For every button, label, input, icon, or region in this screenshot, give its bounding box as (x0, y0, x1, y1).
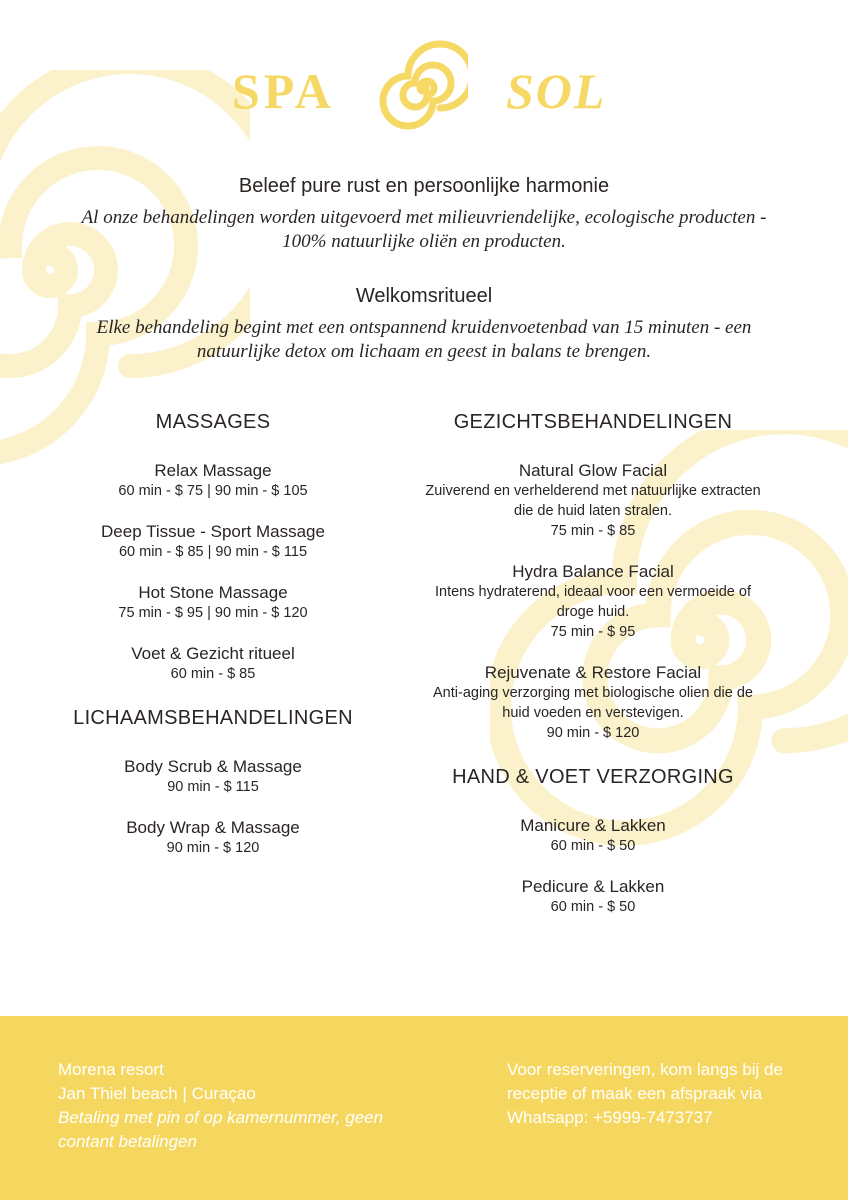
body-treatments-heading: LICHAAMSBEHANDELINGEN (73, 707, 353, 729)
intro-title: Beleef pure rust en persoonlijke harmonie (238, 175, 610, 197)
brand-name-left: SPA (232, 63, 335, 119)
menu-column-right (418, 408, 768, 937)
treatment-name: Natural Glow Facial (518, 461, 668, 480)
menu-item (48, 817, 378, 858)
spiral-sun-icon (378, 38, 468, 138)
treatment-price: 75 min - $ 95 | 90 min - $ 120 (118, 605, 308, 621)
treatment-price: 90 min - $ 115 (167, 779, 259, 795)
treatment-price: 60 min - $ 85 | 90 min - $ 115 (118, 544, 308, 560)
treatment-name: Pedicure & Lakken (521, 877, 665, 896)
menu-item (48, 582, 378, 623)
booking-info: Voor reserveringen, kom langs bij de receptie of maak een afspraak via Whatsapp: +5999-7473737 (507, 1060, 783, 1127)
massages-heading: MASSAGES (155, 411, 271, 433)
treatment-name: Deep Tissue - Sport Massage (101, 522, 325, 541)
treatment-description: Zuiverend en verhelderend met natuurlijke extracten die de huid laten stralen. (425, 483, 761, 519)
menu-item (418, 815, 768, 856)
menu-item (48, 460, 378, 501)
hand-foot-heading: HAND & VOET VERZORGING (452, 766, 734, 788)
treatment-description: Intens hydraterend, ideaal voor een vermoeide of droge huid. (435, 584, 751, 620)
footer-bar (0, 1016, 848, 1200)
treatment-name: Hydra Balance Facial (512, 562, 674, 581)
treatment-name: Body Scrub & Massage (124, 757, 302, 776)
menu-item (418, 561, 768, 642)
intro-text: Al onze behandelingen worden uitgevoerd met milieuvriendelijke, ecologische producten - 100% natuurlijke oliën en producten. (81, 207, 767, 252)
menu-item (48, 643, 378, 684)
welcome-text: Elke behandeling begint met een ontspannend kruidenvoetenbad van 15 minuten - een natuurlijke detox om lichaam en geest in balans te brengen. (96, 317, 752, 362)
treatment-price: 90 min - $ 120 (546, 725, 640, 741)
treatment-price: 75 min - $ 95 (550, 624, 636, 640)
resort-address: Jan Thiel beach | Curaçao (58, 1084, 256, 1103)
resort-name: Morena resort (58, 1060, 164, 1079)
treatment-price: 90 min - $ 120 (166, 840, 260, 856)
treatment-name: Hot Stone Massage (138, 583, 288, 602)
brand-header (0, 38, 848, 138)
treatment-name: Manicure & Lakken (520, 816, 666, 835)
menu-item (418, 876, 768, 917)
treatment-name: Body Wrap & Massage (126, 818, 300, 837)
menu-item (48, 521, 378, 562)
footer-booking-block (507, 1058, 817, 1130)
payment-note: Betaling met pin of op kamernummer, geen contant betalingen (58, 1108, 384, 1151)
treatment-price: 60 min - $ 50 (550, 838, 636, 854)
treatment-price: 60 min - $ 50 (550, 899, 636, 915)
treatment-description: Anti-aging verzorging met biologische olien die de huid voeden en verstevigen. (433, 685, 753, 721)
menu-item (418, 460, 768, 541)
menu-item (48, 756, 378, 797)
treatment-name: Voet & Gezicht ritueel (131, 644, 295, 663)
welcome-ritual-section (0, 282, 848, 364)
treatment-price: 60 min - $ 75 | 90 min - $ 105 (118, 483, 308, 499)
treatment-price: 60 min - $ 85 (170, 666, 256, 682)
intro-section (0, 172, 848, 254)
menu-item (418, 662, 768, 743)
treatment-price: 75 min - $ 85 (550, 523, 636, 539)
brand-name-right: SOL (506, 63, 607, 119)
welcome-title: Welkomsritueel (355, 285, 493, 307)
treatment-name: Relax Massage (154, 461, 272, 480)
treatment-name: Rejuvenate & Restore Facial (484, 663, 702, 682)
facials-heading: GEZICHTSBEHANDELINGEN (453, 411, 733, 433)
footer-location-block (58, 1058, 458, 1154)
menu-column-left (48, 408, 378, 878)
